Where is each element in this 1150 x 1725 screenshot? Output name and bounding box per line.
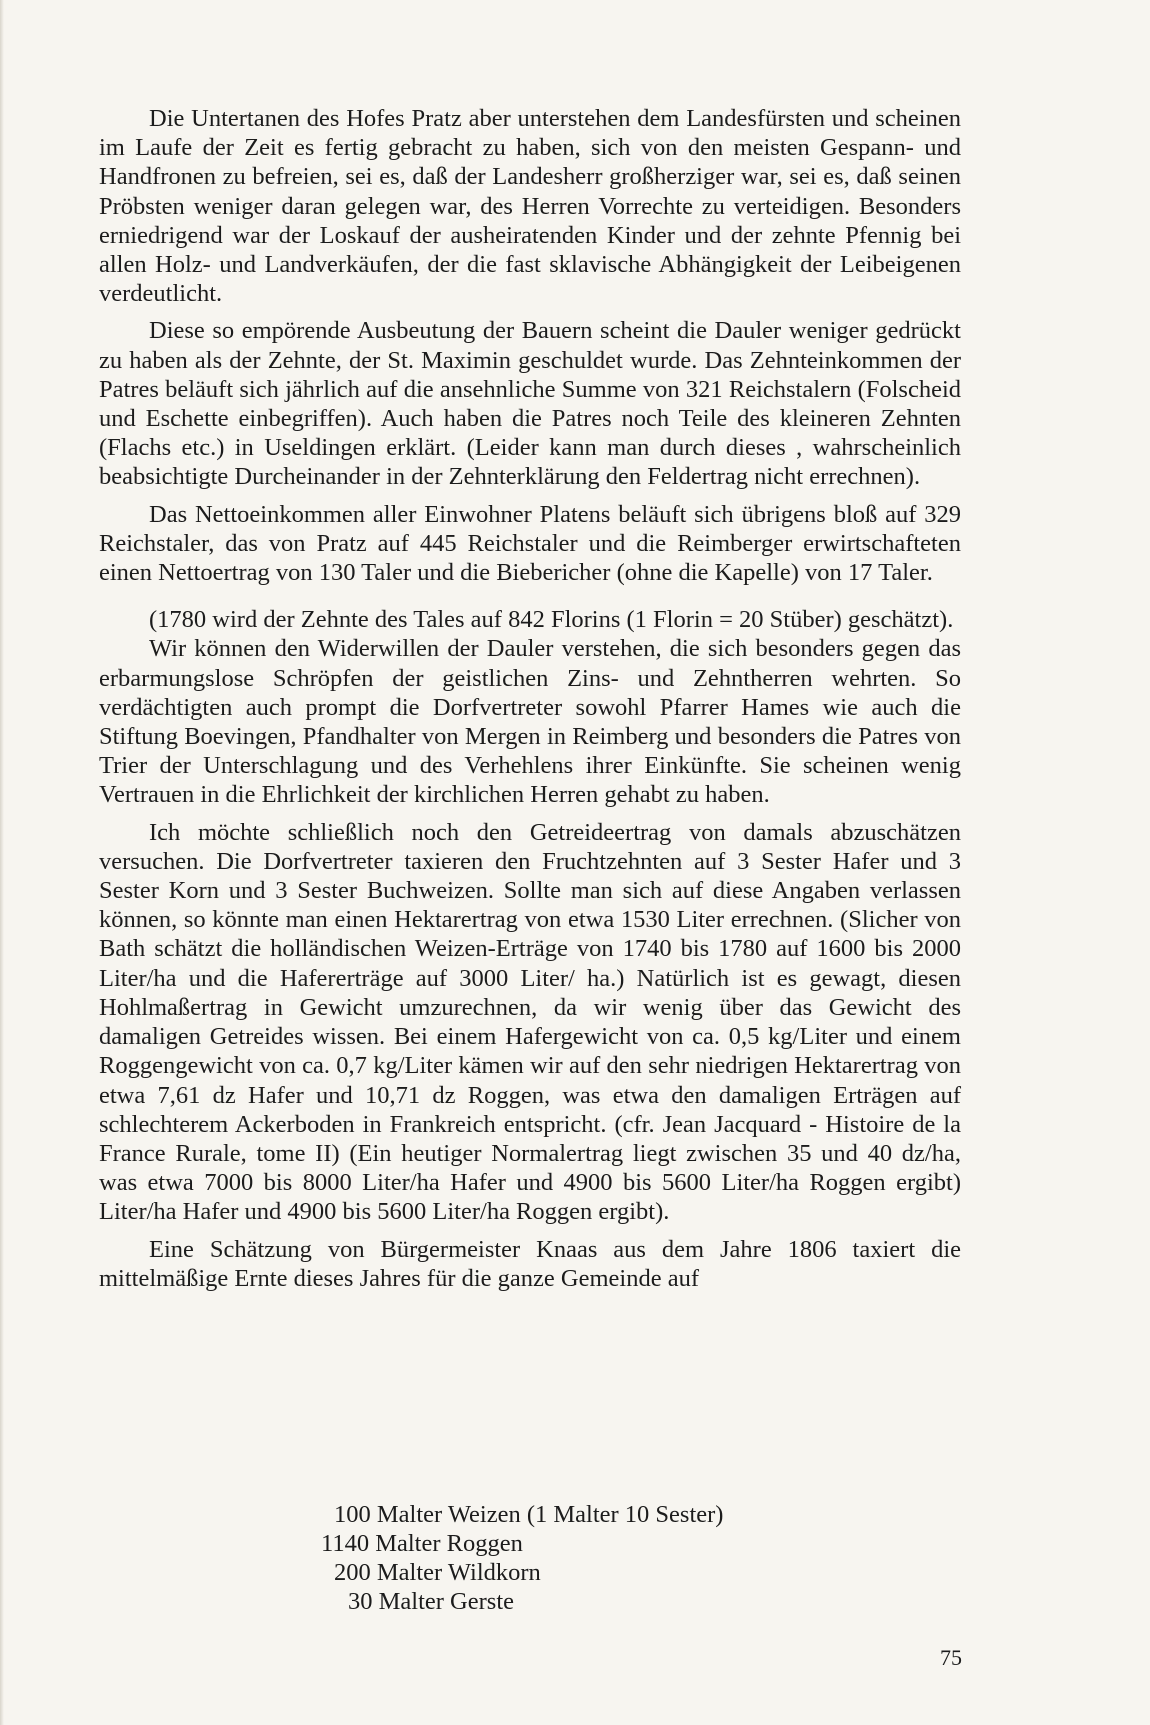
- page-edge-shadow: [0, 0, 4, 1725]
- paragraph-2: Diese so empörende Ausbeutung der Bauern scheint die Dauler weniger gedrückt zu haben als der Zehnte, der St. Maximin geschuldet wurde. Das Zehnteinkommen der Patres beläuft sich jährlich auf die ansehnliche Summe von 321 Reichstalern (Folscheid und Eschette einbegriffen). Auch haben die Patres noch Teile des kleineren Zehnten (Flachs etc.) in Useldingen erklärt. (Leider kann man durch dieses , wahrscheinlich beabsichtigte Durcheinander in der Zehnterklärung den Feldertrag nicht errechnen).: [99, 317, 961, 491]
- page-number: 75: [940, 1645, 962, 1670]
- paragraph-1: Die Untertanen des Hofes Pratz aber unterstehen dem Landesfürsten und scheinen im Laufe der Zeit es fertig gebracht zu haben, sich von den meisten Gespann- und Handfronen zu befreien, sei es, daß der Landesherr großherziger war, sei es, daß seinen Pröbsten weniger daran gelegen war, des Herren Vorrechte zu verteidigen. Besonders erniedrigend war der Loskauf der ausheiratenden Kinder und der zehnte Pfennig bei allen Holz- und Landverkäufen, der die fast sklavische Abhängigkeit der Leibeigenen verdeutlicht.: [99, 105, 961, 308]
- paragraph-7: Eine Schätzung von Bürgermeister Knaas aus dem Jahre 1806 taxiert die mittelmäßige Ernte dieses Jahres für die ganze Gemeinde auf: [99, 1235, 961, 1292]
- paragraph-4: (1780 wird der Zehnte des Tales auf 842 Florins (1 Florin = 20 Stüber) geschätzt).: [149, 606, 954, 634]
- list-item: 1140 Malter Roggen: [321, 1530, 523, 1557]
- body-text: [99, 104, 961, 1293]
- list-item: 200 Malter Wildkorn: [334, 1559, 541, 1586]
- paragraph-6: Ich möchte schließlich noch den Getreideertrag von damals abzuschätzen versuchen. Die Dorfvertreter taxieren den Fruchtzehnten auf 3 Sester Hafer und 3 Sester Korn und 3 Sester Buchweizen. Sollte man sich auf diese Angaben verlassen können, so könnte man einen Hektarertrag von etwa 1530 Liter errechnen. (Slicher von Bath schätzt die holländischen Weizen-Erträge von 1740 bis 1780 auf 1600 bis 2000 Liter/ha und die Hafererträge auf 3000 Liter/ ha.) Natürlich ist es gewagt, diesen Hohlmaßertrag in Gewicht umzurechnen, da wir wenig über das Gewicht des damaligen Getreides wissen. Bei einem Hafergewicht von ca. 0,5 kg/Liter und einem Roggengewicht von ca. 0,7 kg/Liter kämen wir auf den sehr niedrigen Hektarertrag von etwa 7,61 dz Hafer und 10,71 dz Roggen, was etwa den damaligen Erträgen auf schlechterem Ackerboden in Frankreich entspricht. (cfr. Jean Jacquard - Histoire de la France Rurale, tome II) (Ein heutiger Normalertrag liegt zwischen 35 und 40 dz/ha, was etwa 7000 bis 8000 Liter/ha Hafer und 4900 bis 5600 Liter/ha Roggen ergibt) Liter/ha Hafer und 4900 bis 5600 Liter/ha Roggen ergibt).: [99, 818, 961, 1226]
- paragraph-5: Wir können den Widerwillen der Dauler verstehen, die sich besonders gegen das erbarmungslose Schröpfen der geistlichen Zins- und Zehntherren wehrten. So verdächtigten auch prompt die Dorfvertreter sowohl Pfarrer Hames wie auch die Stiftung Boevingen, Pfandhalter von Mergen in Reimberg und besonders die Patres von Trier der Unterschlagung und des Verhehlens ihrer Einkünfte. Sie scheinen wenig Vertrauen in die Ehrlichkeit der kirchlichen Herren gehabt zu haben.: [99, 635, 961, 809]
- list-item: 30 Malter Gerste: [348, 1588, 514, 1615]
- paragraph-3: Das Nettoeinkommen aller Einwohner Platens beläuft sich übrigens bloß auf 329 Reichstaler, das von Pratz auf 445 Reichstaler und die Reimberger erwirtschafteten einen Nettoertrag von 130 Taler und die Biebericher (ohne die Kapelle) von 17 Taler.: [99, 500, 961, 587]
- list-item: 100 Malter Weizen (1 Malter 10 Sester): [334, 1501, 724, 1528]
